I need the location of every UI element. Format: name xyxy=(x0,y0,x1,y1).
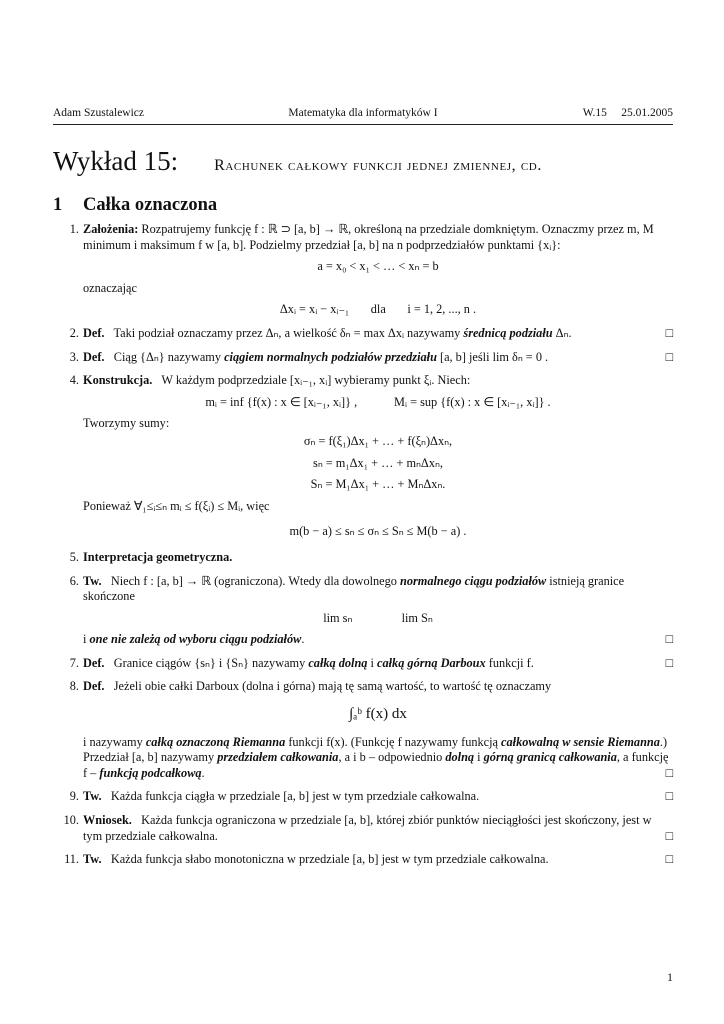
header-rule xyxy=(53,124,673,125)
nazywamy-text: i nazywamy xyxy=(83,734,143,749)
term-normalnego: normalnego ciągu podziałów xyxy=(400,573,547,588)
item-2 xyxy=(53,326,673,342)
since-text: Ponieważ ∀₁≤ᵢ≤ₙ mᵢ ≤ f(ξᵢ) ≤ Mᵢ, więc xyxy=(83,498,270,513)
title-subtitle: Rachunek całkowy funkcji jednej zmiennej, cd. xyxy=(214,157,542,174)
lower-sum: sₙ = m₁Δx₁ + … + mₙΔxₙ, xyxy=(313,455,443,470)
item-text: Granice ciągów {sₙ} i {Sₙ} nazywamy xyxy=(113,655,306,670)
item-4 xyxy=(53,373,673,540)
index-range: i = 1, 2, ..., n . xyxy=(407,302,477,317)
item-text: Każda funkcja ograniczona w przedziale [a, b], której zbiór punktów nieciągłości jest skończony, jest w tym przedziale całkowalna. xyxy=(83,813,652,843)
header-code-date xyxy=(583,107,673,119)
term-independence: one nie zależą od wyboru ciągu podziałów xyxy=(89,632,302,647)
sigma-sum: σₙ = f(ξ₁)Δx₁ + … + f(ξₙ)Δxₙ, xyxy=(303,433,453,448)
item-number: 3. xyxy=(69,349,79,364)
item-5 xyxy=(53,550,673,566)
item-label: Tw. xyxy=(83,789,102,804)
mi-def: mᵢ = inf {f(x) : x ∈ [xᵢ₋₁, xᵢ]} , xyxy=(205,394,358,409)
funkcje-f: , a funkcję f – xyxy=(83,750,669,780)
running-header xyxy=(53,107,673,123)
item-11 xyxy=(53,852,673,868)
istnieja-word: istnieją xyxy=(549,573,585,588)
term-riemann-integral: całką oznaczoną Riemanna xyxy=(145,734,286,749)
item-number: 11. xyxy=(64,852,79,867)
integral-display: ∫ₐᵇ f(x) dx xyxy=(349,706,407,723)
delta-formula xyxy=(83,302,673,318)
riemann-definition xyxy=(83,735,673,782)
item-number: 4. xyxy=(69,373,79,388)
granice-text: granice skończone xyxy=(83,573,625,604)
item-8 xyxy=(53,679,673,781)
item-label: Założenia: xyxy=(83,222,139,236)
delta-n: Δₙ. xyxy=(555,325,572,340)
funkcji-f: funkcji f. xyxy=(488,655,534,670)
term-srednica: średnicą podziału xyxy=(463,325,553,340)
qed-box: □ xyxy=(665,789,673,804)
item-label: Wniosek. xyxy=(83,813,132,828)
upper-sum: Sₙ = M₁Δx₁ + … + MₙΔxₙ. xyxy=(310,477,446,492)
item-number: 10. xyxy=(63,813,79,828)
item-text: Jeżeli obie całki Darboux (dolna i górna) mają tę samą wartość, to wartość tę oznaczamy xyxy=(113,679,552,694)
header-date: 25.01.2005 xyxy=(621,107,673,119)
item-text: Każda funkcja ciągła w przedziale [a, b] jest w tym przedziale całkowalna. xyxy=(110,789,480,804)
lecture-title xyxy=(53,146,542,177)
item-text: Każda funkcja słabo monotoniczna w przedziale [a, b] jest w tym przedziale całkowalna. xyxy=(110,852,549,867)
inequality-chain: m(b − a) ≤ sₙ ≤ σₙ ≤ Sₙ ≤ M(b − a) . xyxy=(289,524,467,539)
qed-box: □ xyxy=(665,325,673,340)
document-body xyxy=(53,222,673,876)
term-interval: przedziałem całkowania xyxy=(217,750,339,765)
item-label: Konstrukcja. xyxy=(83,373,153,388)
header-code: W.15 xyxy=(582,107,607,119)
qed-box: □ xyxy=(665,765,673,780)
section-heading xyxy=(53,195,217,216)
item-number: 9. xyxy=(69,789,79,804)
sums-intro: Tworzymy sumy: xyxy=(83,416,170,431)
item-number: 7. xyxy=(69,655,79,670)
qed-box: □ xyxy=(665,655,673,670)
item-label: Def. xyxy=(83,349,105,364)
item-label: Tw. xyxy=(83,852,102,867)
funkcji-fx: funkcji f(x). (Funkcję f nazywamy funkcją xyxy=(288,734,498,749)
item-text: W każdym podprzedziale [xᵢ₋₁, xᵢ] wybieramy punkt ξᵢ. Niech: xyxy=(161,373,471,388)
item-text: Taki podział oznaczamy przez Δₙ, a wielkość δₙ = max Δxᵢ nazywamy xyxy=(113,325,461,340)
independence-line xyxy=(83,632,673,648)
title-main: Wykład 15: xyxy=(53,146,179,176)
inf-sup-formulas xyxy=(83,395,673,411)
item-label: Tw. xyxy=(83,573,102,588)
term-lower: dolną xyxy=(445,750,475,765)
term-lower-integral: całką dolną xyxy=(308,655,368,670)
item-label: Def. xyxy=(83,655,105,670)
item-text: Ciąg {Δₙ} nazywamy xyxy=(113,349,221,364)
header-author: Adam Szustalewicz xyxy=(53,107,145,119)
term-upper-integral: całką górną Darboux xyxy=(377,655,486,670)
item-label: Def. xyxy=(83,325,105,340)
section-number: 1 xyxy=(53,195,63,215)
item-7 xyxy=(53,656,673,672)
qed-box: □ xyxy=(665,349,673,364)
item-6 xyxy=(53,574,673,648)
item-number: 8. xyxy=(69,679,79,694)
i-word: i xyxy=(477,750,481,765)
qed-box: □ xyxy=(665,852,673,867)
item-label: Interpretacja geometryczna. xyxy=(83,549,233,564)
item-number: 2. xyxy=(69,325,79,340)
Mi-def: Mᵢ = sup {f(x) : x ∈ [xᵢ₋₁, xᵢ]} . xyxy=(394,394,551,409)
term-upper-limit: górną granicą całkowania xyxy=(483,750,617,765)
header-course: Matematyka dla informatyków I xyxy=(288,107,438,119)
item-9 xyxy=(53,789,673,805)
page-number: 1 xyxy=(667,970,673,984)
item-1 xyxy=(53,222,673,318)
term-integrand: funkcją podcałkową xyxy=(99,765,202,780)
period: . xyxy=(201,765,205,780)
lim-s: lim sₙ xyxy=(323,610,353,625)
qed-box: □ xyxy=(665,828,673,843)
item-text: Niech f : [a, b] → ℝ (ograniczona). Wtedy dla dowolnego xyxy=(110,573,397,588)
item-10 xyxy=(53,813,673,844)
section-title: Całka oznaczona xyxy=(83,195,218,215)
item-number: 1. xyxy=(69,222,79,236)
item-label: Def. xyxy=(83,679,105,694)
term-integrable: całkowalną w sensie Riemanna xyxy=(501,734,660,749)
limits-display xyxy=(83,611,673,627)
i-word: i xyxy=(370,655,374,670)
item-number: 6. xyxy=(69,573,79,588)
a-i-b: , a i b – odpowiednio xyxy=(338,750,443,765)
przedzial-text: .) Przedział [a, b] nazywamy xyxy=(83,734,668,765)
denoting-text: oznaczając xyxy=(83,280,137,295)
item-text: Rozpatrujemy funkcję f : ℝ ⊃ [a, b] → ℝ, określoną na przedziale domkniętym. Oznaczmy przez m, M minimum i maksimum f w [a, b]. Podzielmy przedział [a, b] na n podprzedziałów punktami {xᵢ}: xyxy=(83,222,654,252)
qed-box: □ xyxy=(665,632,673,647)
delta-def: Δxᵢ = xᵢ − xᵢ₋₁ xyxy=(279,302,350,317)
item-3 xyxy=(53,350,673,366)
lim-S: lim Sₙ xyxy=(401,610,433,625)
partition-formula: a = x₀ < x₁ < … < xₙ = b xyxy=(317,259,439,274)
dla-word: dla xyxy=(370,302,386,317)
i-word: i xyxy=(83,632,87,647)
term-normalny: ciągiem normalnych podziałów przedziału xyxy=(224,349,437,364)
item-number: 5. xyxy=(69,549,79,564)
limit-condition: [a, b] jeśli lim δₙ = 0 . xyxy=(439,349,549,364)
period: . xyxy=(301,632,305,647)
